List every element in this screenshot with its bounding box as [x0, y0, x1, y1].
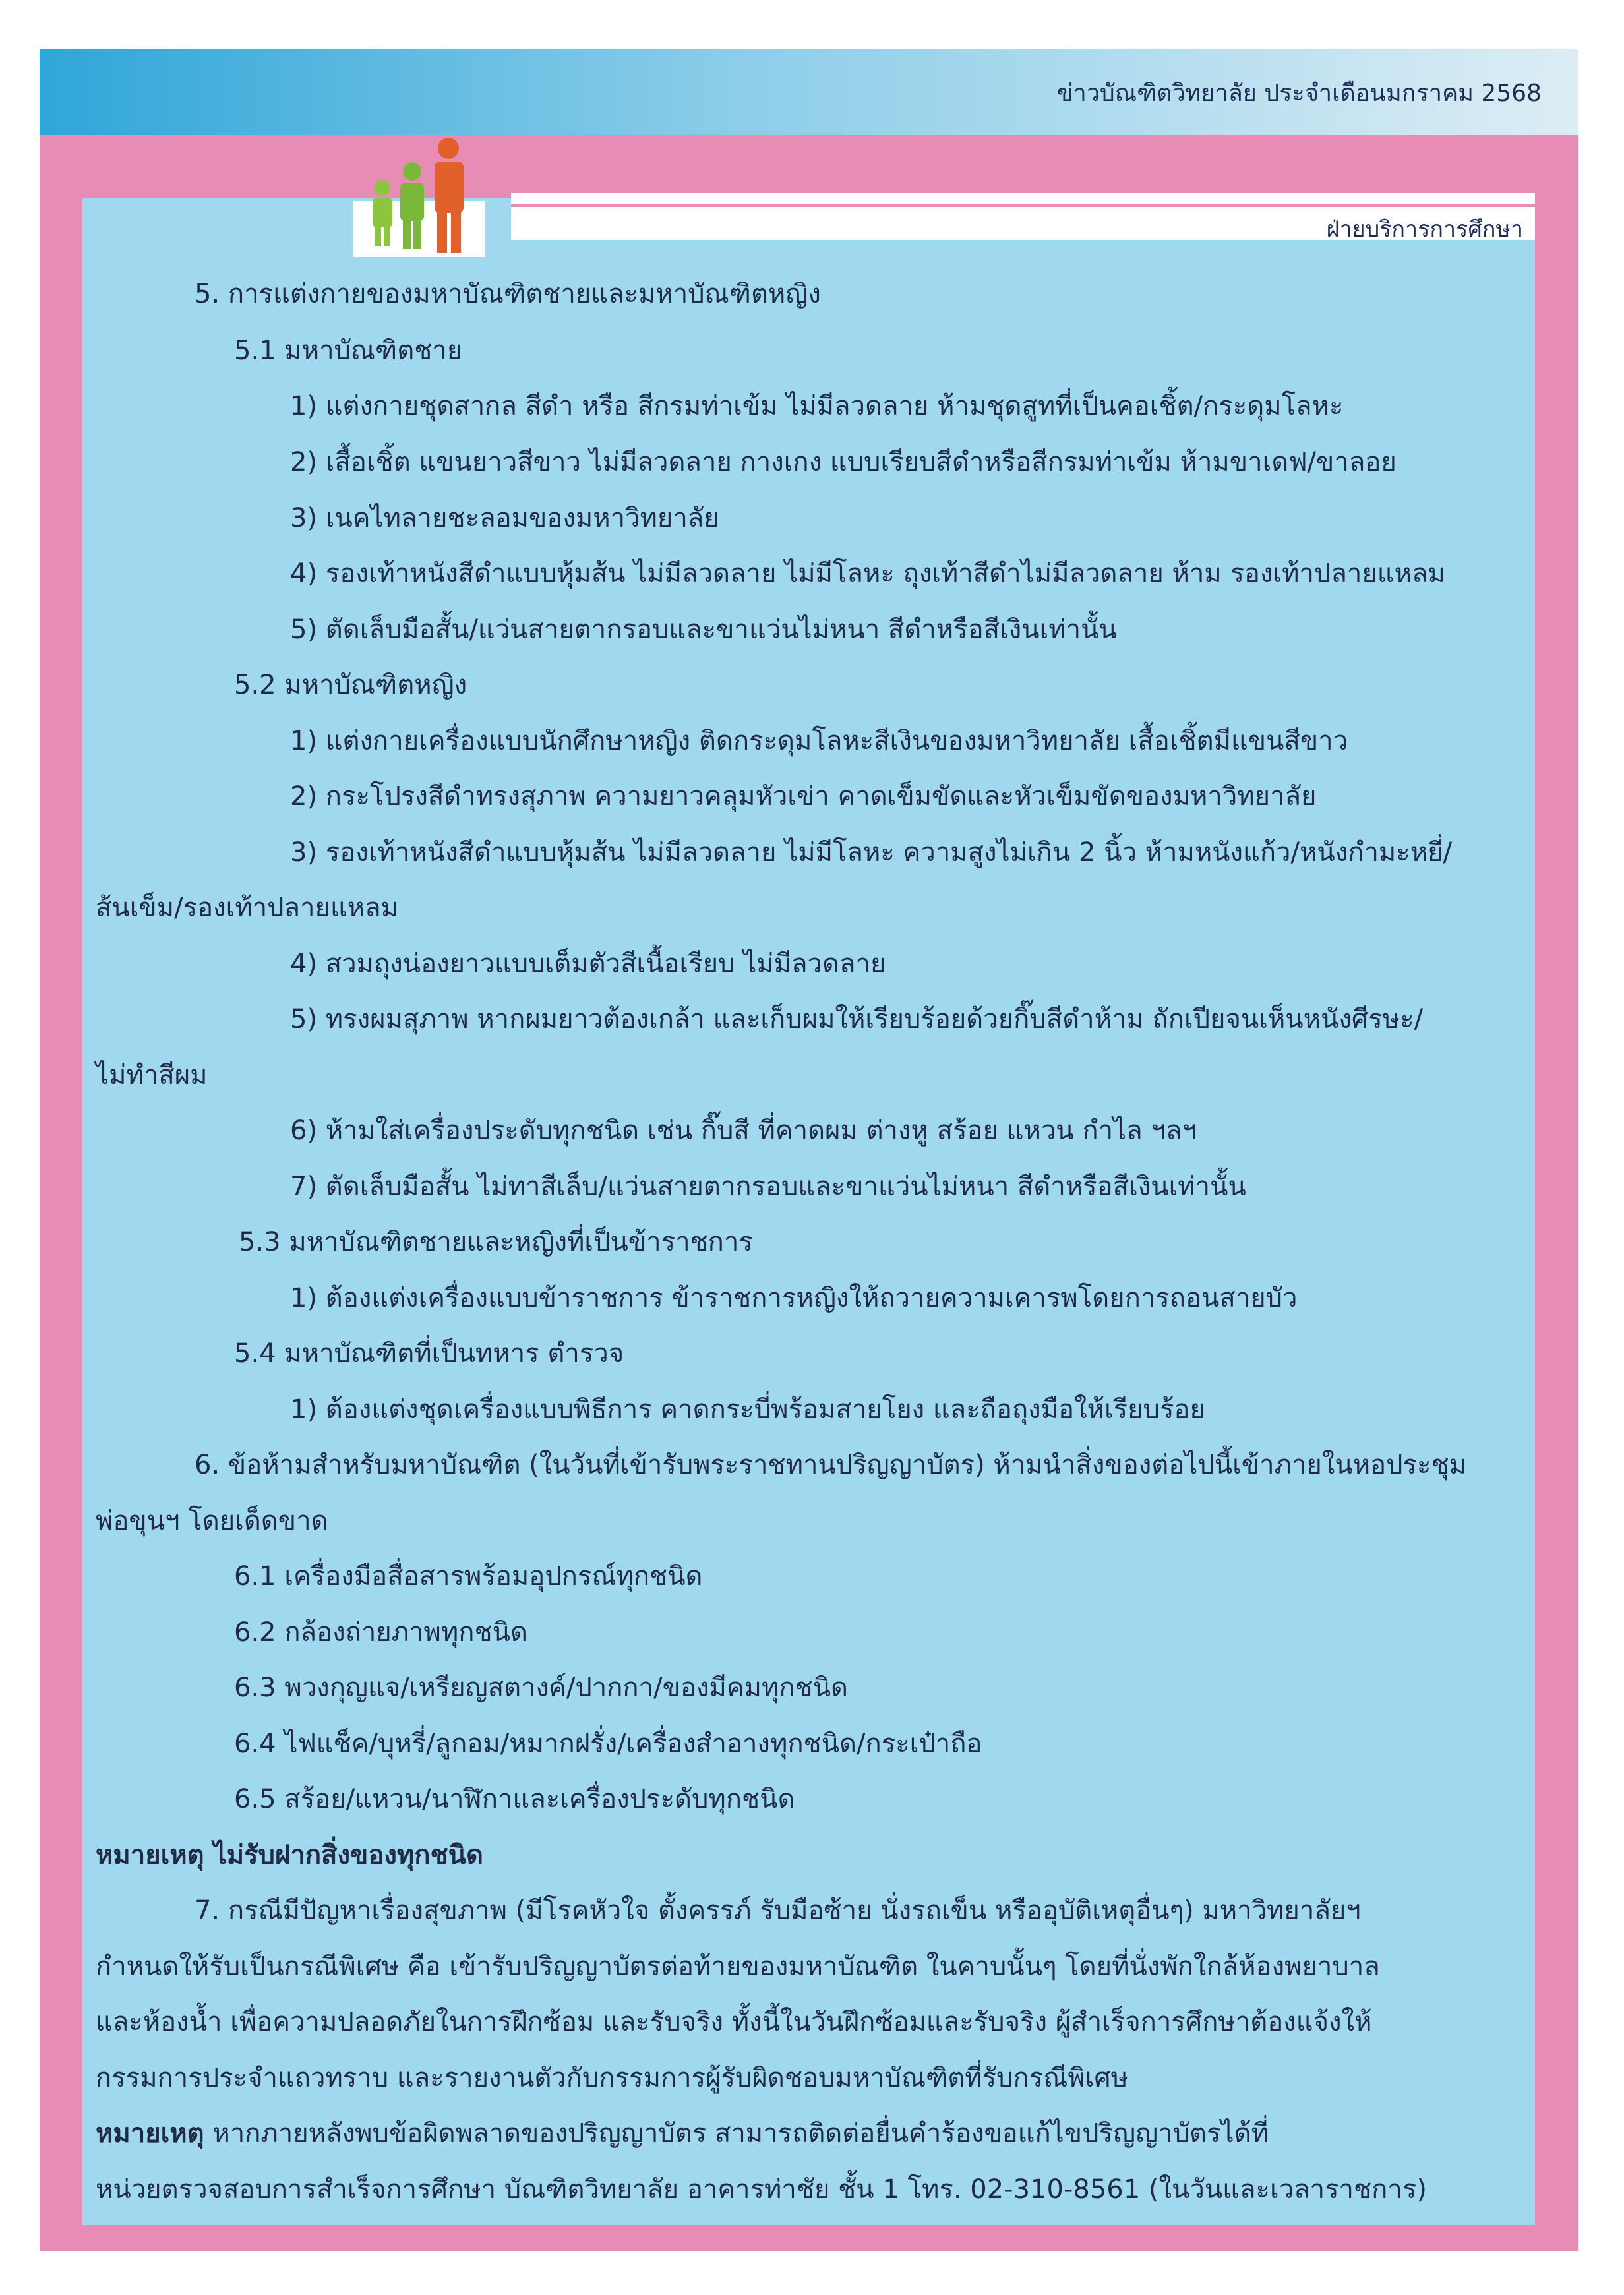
- section-7-line-1: 7. กรณีมีปัญหาเรื่องสุขภาพ (มีโรคหัวใจ ตั้งครรภ์ รับมือซ้าย นั่งรถเข็น หรืออุบัติเหตุอื่นๆ) มหาวิทยาลัยฯ: [195, 1895, 1361, 1926]
- note-correction: [96, 2118, 1269, 2149]
- note-correction-label: หมายเหตุ: [96, 2118, 204, 2149]
- section-6-heading: 6. ข้อห้ามสำหรับมหาบัณฑิต (ในวันที่เข้ารับพระราชทานปริญญาบัตร) ห้ามนำสิ่งของต่อไปนี้เข้าภายในหอประชุม: [195, 1450, 1467, 1480]
- female-item-3: 3) รองเท้าหนังสีดำแบบหุ้มส้น ไม่มีลวดลาย ไม่มีโลหะ ความสูงไม่เกิน 2 นิ้ว ห้ามหนังแก้ว/หนังกำมะหยี่/: [290, 837, 1453, 868]
- contact-line: หน่วยตรวจสอบการสำเร็จการศึกษา บัณฑิตวิทยาลัย อาคารท่าชัย ชั้น 1 โทร. 02-310-8561 (ในวันและเวลาราชการ): [96, 2174, 1427, 2205]
- note-no-deposit: หมายเหตุ ไม่รับฝากสิ่งของทุกชนิด: [96, 1840, 483, 1870]
- newsletter-title: ข่าวบัณฑิตวิทยาลัย ประจำเดือนมกราคม 2568: [1056, 80, 1542, 107]
- prohibited-item-6-4: 6.4 ไฟแช็ค/บุหรี่/ลูกอม/หมากฝรั่ง/เครื่องสำอางทุกชนิด/กระเป๋าถือ: [234, 1729, 982, 1759]
- section-7-line-4: กรรมการประจำแถวทราบ และรายงานตัวกับกรรมการผู้รับผิดชอบมหาบัณฑิตที่รับกรณีพิเศษ: [96, 2063, 1129, 2093]
- graduates-figures-icon: [353, 135, 485, 260]
- female-item-6: 6) ห้ามใส่เครื่องประดับทุกชนิด เช่น กิ๊บสี ที่คาดผม ต่างหู สร้อย แหวน กำไล ฯลฯ: [290, 1116, 1197, 1146]
- male-item-3: 3) เนคไทลายชะลอมของมหาวิทยาลัย: [290, 503, 719, 533]
- prohibited-item-6-3: 6.3 พวงกุญแจ/เหรียญสตางค์/ปากกา/ของมีคมทุกชนิด: [234, 1673, 849, 1703]
- department-bar: [511, 193, 1535, 243]
- section-5-4-heading: 5.4 มหาบัณฑิตที่เป็นทหาร ตำรวจ: [234, 1338, 624, 1369]
- female-item-2: 2) กระโปรงสีดำทรงสุภาพ ความยาวคลุมหัวเข่า คาดเข็มขัดและหัวเข็มขัดของมหาวิทยาลัย: [290, 781, 1317, 812]
- female-item-1: 1) แต่งกายเครื่องแบบนักศึกษาหญิง ติดกระดุมโลหะสีเงินของมหาวิทยาลัย เสื้อเชิ้ตมีแขนสีขาว: [290, 726, 1348, 756]
- female-item-4: 4) สวมถุงน่องยาวแบบเต็มตัวสีเนื้อเรียบ ไม่มีลวดลาย: [290, 949, 886, 979]
- note-correction-text: หากภายหลังพบข้อผิดพลาดของปริญญาบัตร สามารถติดต่อยื่นคำร้องขอแก้ไขปริญญาบัตรได้ที่: [204, 2118, 1269, 2149]
- prohibited-item-6-5: 6.5 สร้อย/แหวน/นาฬิกาและเครื่องประดับทุกชนิด: [234, 1784, 795, 1814]
- prohibited-item-6-2: 6.2 กล้องถ่ายภาพทุกชนิด: [234, 1617, 527, 1648]
- section-5-heading: 5. การแต่งกายของมหาบัณฑิตชายและมหาบัณฑิตหญิง: [195, 279, 821, 309]
- department-label: ฝ่ายบริการการศึกษา: [1326, 216, 1523, 243]
- civil-servant-item-1: 1) ต้องแต่งเครื่องแบบข้าราชการ ข้าราชการหญิงให้ถวายความเคารพโดยการถอนสายบัว: [290, 1283, 1298, 1313]
- male-item-1: 1) แต่งกายชุดสากล สีดำ หรือ สีกรมท่าเข้ม ไม่มีลวดลาย ห้ามชุดสูทที่เป็นคอเชิ้ต/กระดุมโลหะ: [290, 391, 1344, 421]
- male-item-5: 5) ตัดเล็บมือสั้น/แว่นสายตากรอบและขาแว่นไม่หนา สีดำหรือสีเงินเท่านั้น: [290, 614, 1117, 645]
- male-item-2: 2) เสื้อเชิ้ต แขนยาวสีขาว ไม่มีลวดลาย กางเกง แบบเรียบสีดำหรือสีกรมท่าเข้ม ห้ามขาเดฟ/ขาลอย: [290, 447, 1397, 477]
- section-5-1-heading: 5.1 มหาบัณฑิตชาย: [234, 336, 463, 366]
- department-bar-stripe: [511, 204, 1535, 207]
- female-item-7: 7) ตัดเล็บมือสั้น ไม่ทาสีเล็บ/แว่นสายตากรอบและขาแว่นไม่หนา สีดำหรือสีเงินเท่านั้น: [290, 1172, 1246, 1202]
- section-6-heading-cont: พ่อขุนฯ โดยเด็ดขาด: [96, 1506, 328, 1536]
- section-5-2-heading: 5.2 มหาบัณฑิตหญิง: [234, 670, 467, 700]
- prohibited-item-6-1: 6.1 เครื่องมือสื่อสารพร้อมอุปกรณ์ทุกชนิด: [234, 1561, 703, 1592]
- section-7-line-3: และห้องน้ำ เพื่อความปลอดภัยในการฝึกซ้อม และรับจริง ทั้งนี้ในวันฝึกซ้อมและรับจริง ผู้สำเร็จการศึกษาต้องแจ้งให้: [96, 2007, 1372, 2037]
- section-5-3-heading: 5.3 มหาบัณฑิตชายและหญิงที่เป็นข้าราชการ: [239, 1227, 753, 1257]
- section-7-line-2: กำหนดให้รับเป็นกรณีพิเศษ คือ เข้ารับปริญญาบัตรต่อท้ายของมหาบัณฑิต ในคาบนั้นๆ โดยที่นั่งพักใกล้ห้องพยาบาล: [96, 1952, 1380, 1982]
- female-item-5-cont: ไม่ทำสีผม: [96, 1060, 208, 1090]
- male-item-4: 4) รองเท้าหนังสีดำแบบหุ้มส้น ไม่มีลวดลาย ไม่มีโลหะ ถุงเท้าสีดำไม่มีลวดลาย ห้าม รองเท้าปลายแหลม: [290, 558, 1445, 589]
- female-item-5: 5) ทรงผมสุภาพ หากผมยาวต้องเกล้า และเก็บผมให้เรียบร้อยด้วยกิ๊บสีดำห้าม ถักเปียจนเห็นหนังศีรษะ/: [290, 1004, 1424, 1034]
- female-item-3-cont: ส้นเข็ม/รองเท้าปลายแหลม: [96, 893, 398, 923]
- military-item-1: 1) ต้องแต่งชุดเครื่องแบบพิธีการ คาดกระบี่พร้อมสายโยง และถือถุงมือให้เรียบร้อย: [290, 1394, 1205, 1425]
